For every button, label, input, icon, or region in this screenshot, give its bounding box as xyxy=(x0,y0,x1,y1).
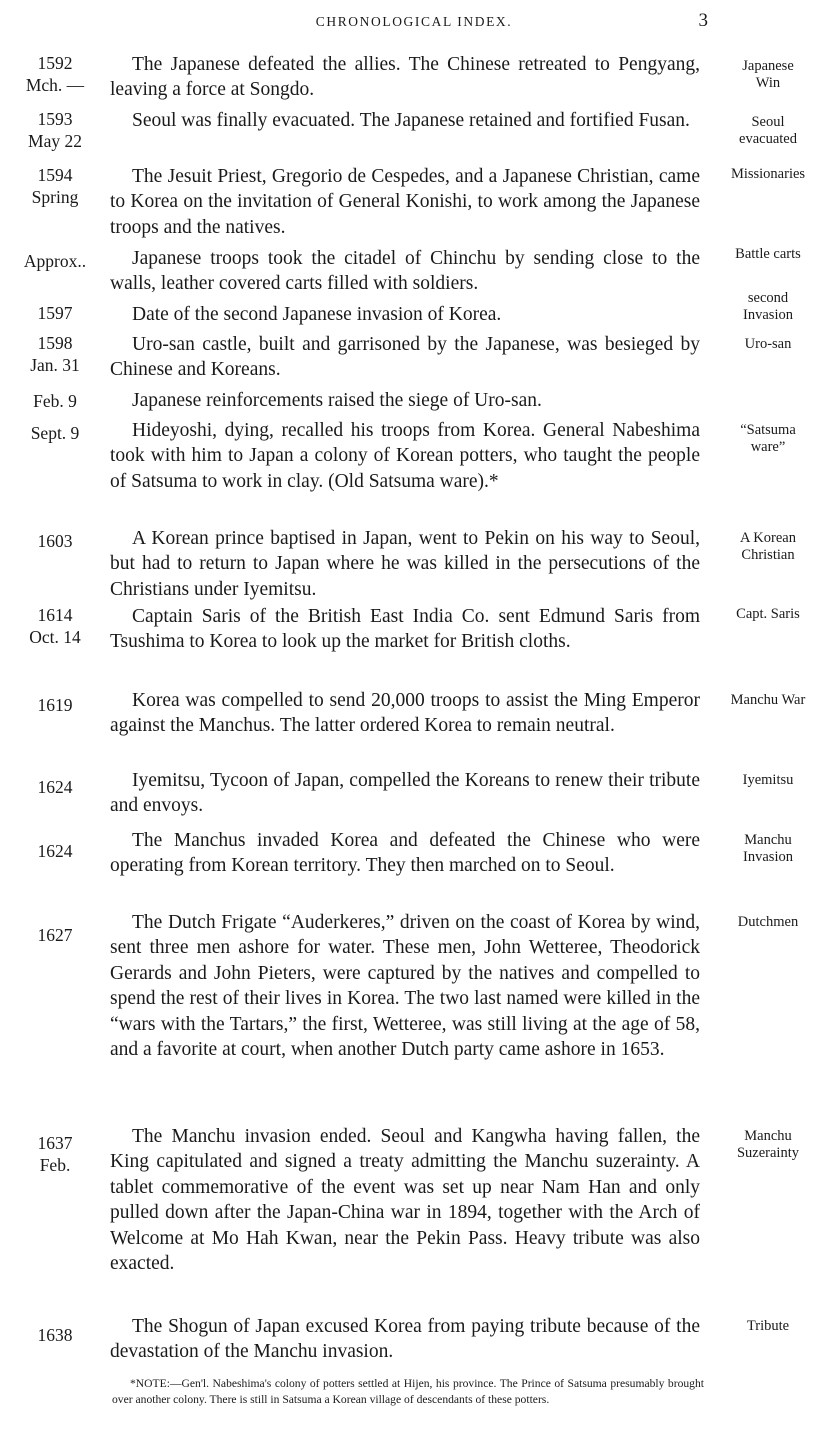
entry-text: The Dutch Frigate “Auderkeres,” driven on the coast of Korea by wind, sent three men ashore for water. These men, John Wetteree, Theodorick Gerards and John Pieters, were captured by the natives and compelled to spend the rest of their lives in Korea. The two last named were killed in the “wars with the Tartars,” the first, Wetteree, was still living at the age of 58, and a favorite at court, when another Dutch party came ashore in 1653. xyxy=(110,912,700,1061)
entry-date: 1638 xyxy=(37,1325,73,1345)
entry-text: The Jesuit Priest, Gregorio de Cespedes, and a Japanese Christian, came to Korea on the invitation of General Konishi, to work among the Japanese troops and the natives. xyxy=(110,166,700,238)
entry-date: 1592 Mch. — xyxy=(25,53,85,95)
entry-text: The Manchu invasion ended. Seoul and Kangwha having fallen, the King capitulated and signed a treaty admitting the Manchu suzerainty. A tablet commemorative of the event was set up near Nam Han and only pulled down after the Japan-China war in 1894, together with the Arch of Welcome at Mo Hah Kwan, near the Pekin Pass. Heavy tribute was also exacted. xyxy=(110,1126,700,1275)
entry-text: Date of the second Japanese invasion of Korea. xyxy=(132,304,502,325)
entry-side-note: Manchu Suzerainty xyxy=(736,1128,799,1161)
entry-date: Approx.. xyxy=(23,251,87,271)
entry-date: 1614 Oct. 14 xyxy=(29,605,81,647)
entry-side-note: Dutchmen xyxy=(737,914,799,930)
entry-side-note: Manchu Invasion xyxy=(743,832,793,865)
entry-text: Uro-san castle, built and garrisoned by the Japanese, was besieged by Chinese and Koreans. xyxy=(110,334,700,381)
entry-side-note: Tribute xyxy=(746,1318,790,1334)
entry-text: The Manchus invaded Korea and defeated the Chinese who were operating from Korean territory. They then marched on to Seoul. xyxy=(110,830,700,877)
entry-text: A Korean prince baptised in Japan, went to Pekin on his way to Seoul, but had to return to Japan where he was killed in the persecutions of the Christians under Iyemitsu. xyxy=(110,528,700,600)
entry-date: 1619 xyxy=(37,695,73,715)
entry-text: Iyemitsu, Tycoon of Japan, compelled the Koreans to renew their tribute and envoys. xyxy=(110,770,700,817)
entry-text: Japanese reinforcements raised the siege of Uro-san. xyxy=(132,390,542,411)
entry-side-note: Uro-san xyxy=(744,336,792,352)
footnote: *NOTE:—Gen'l. Nabeshima's colony of potters settled at Hijen, his province. The Prince of Satsuma presumably brought over another colony. There is still in Satsuma a Korean village of descendants of these potters. xyxy=(112,1377,704,1406)
entry-date: 1603 xyxy=(37,531,73,551)
entry-side-note: Battle carts xyxy=(735,246,801,262)
entry-date: 1598 Jan. 31 xyxy=(30,333,80,375)
entry-date: 1597 xyxy=(37,303,73,323)
entry-text: Hideyoshi, dying, recalled his troops from Korea. General Nabeshima took with him to Japan a colony of Korean potters, who taught the people of Satsuma to work in clay. (Old Satsuma ware).* xyxy=(110,420,700,492)
entry-date: 1637 Feb. xyxy=(37,1133,73,1175)
entry-side-note: “Satsuma ware” xyxy=(740,422,796,455)
entry-side-note: A Korean Christian xyxy=(740,530,796,563)
page-header xyxy=(0,10,828,34)
entry-text: Seoul was finally evacuated. The Japanese retained and fortified Fusan. xyxy=(132,110,690,131)
entry-date: 1624 xyxy=(37,841,73,861)
entry-date: Sept. 9 xyxy=(30,423,80,443)
entry-side-note: second Invasion xyxy=(743,290,793,323)
entry-text: Japanese troops took the citadel of Chinchu by sending close to the walls, leather covered carts filled with soldiers. xyxy=(110,248,700,295)
entry-side-note: Japanese Win xyxy=(742,58,794,91)
entry-side-note: Seoul evacuated xyxy=(739,114,797,147)
entry-date: 1594 Spring xyxy=(31,165,79,207)
page-number: 3 xyxy=(698,10,708,31)
entry-side-note: Capt. Saris xyxy=(736,606,800,622)
running-title: CHRONOLOGICAL INDEX. xyxy=(315,14,513,29)
entry-side-note: Missionaries xyxy=(730,166,806,182)
entry-text: Korea was compelled to send 20,000 troops to assist the Ming Emperor against the Manchus. The latter ordered Korea to remain neutral. xyxy=(110,690,700,737)
entry-date: Feb. 9 xyxy=(33,391,77,411)
entry-text: The Japanese defeated the allies. The Chinese retreated to Pengyang, leaving a force at Songdo. xyxy=(110,54,700,101)
entry-text: The Shogun of Japan excused Korea from paying tribute because of the devastation of the Manchu invasion. xyxy=(110,1316,700,1363)
entry-date: 1627 xyxy=(37,925,73,945)
entry-text: Captain Saris of the British East India Co. sent Edmund Saris from Tsushima to Korea to look up the market for British cloths. xyxy=(110,606,700,653)
entry-date: 1624 xyxy=(37,777,73,797)
entry-date: 1593 May 22 xyxy=(28,109,82,151)
entry-side-note: Manchu War xyxy=(730,692,806,708)
entry-side-note: Iyemitsu xyxy=(742,772,794,788)
